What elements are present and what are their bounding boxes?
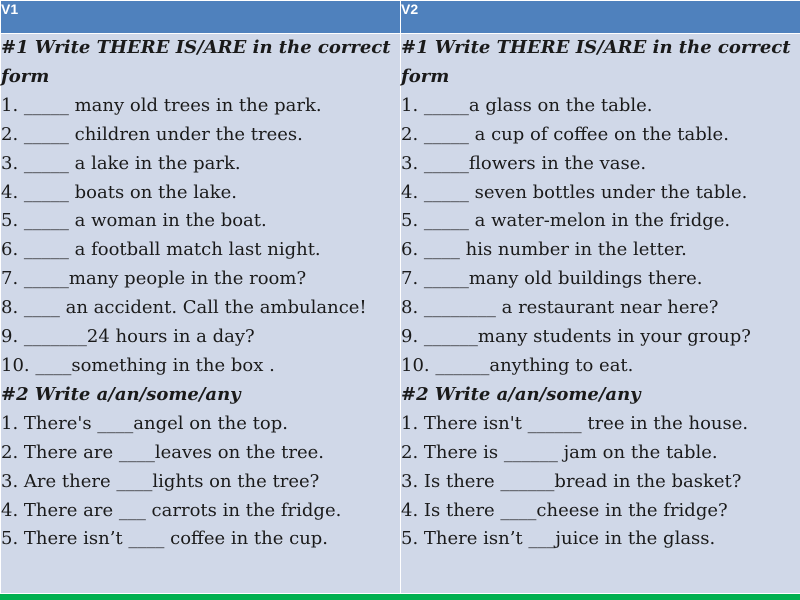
exercise-2-item: 1. There isn't ______ tree in the house.	[401, 412, 749, 434]
header-row	[1, 1, 800, 34]
exercise-1-item: 2. _____ a cup of coffee on the table.	[401, 123, 729, 145]
exercise-1-item: 4. _____ boats on the lake.	[1, 181, 238, 203]
exercise-1-item: 5. _____ a water-melon in the fridge.	[401, 210, 731, 232]
exercise-1-heading: #1 Write THERE IS/ARE in the correct form	[1, 37, 391, 87]
exercise-1-item: 3. _____ a lake in the park.	[1, 152, 241, 174]
exercise-2-item: 3. Are there ____lights on the tree?	[1, 470, 320, 492]
exercise-2-item: 5. There isn’t ___juice in the glass.	[401, 528, 716, 550]
exercise-2-heading: #2 Write a/an/some/any	[401, 383, 641, 405]
exercise-1-item: 2. _____ children under the trees.	[1, 123, 303, 145]
exercise-1-item: 1. _____a glass on the table.	[401, 94, 653, 116]
exercise-1-item: 6. _____ a football match last night.	[1, 239, 321, 261]
exercise-1-item: 3. _____flowers in the vase.	[401, 152, 647, 174]
exercise-1-item: 7. _____many old buildings there.	[401, 268, 703, 290]
column-header-v1: V1	[1, 1, 401, 34]
exercise-1-item: 8. ____ an accident. Call the ambulance!	[1, 297, 367, 319]
exercise-1-item: 9. _______24 hours in a day?	[1, 326, 255, 348]
variant-2-cell	[401, 34, 800, 594]
exercise-1-item: 10. ______anything to eat.	[401, 354, 634, 376]
variant-1-cell	[1, 34, 401, 594]
bottom-accent-bar	[0, 594, 800, 600]
exercise-2-item: 4. There are ___ carrots in the fridge.	[1, 499, 342, 521]
exercise-2-heading: #2 Write a/an/some/any	[1, 383, 241, 405]
exercise-1-item: 8. ________ a restaurant near here?	[401, 297, 719, 319]
exercise-2-item: 2. There are ____leaves on the tree.	[1, 441, 324, 463]
exercise-2-item: 4. Is there ____cheese in the fridge?	[401, 499, 728, 521]
column-header-v2: V2	[401, 1, 800, 34]
exercise-1-item: 9. ______many students in your group?	[401, 326, 751, 348]
exercise-1-item: 7. _____many people in the room?	[1, 268, 307, 290]
exercise-1-item: 10. ____something in the box .	[1, 354, 275, 376]
exercise-2-item: 2. There is ______ jam on the table.	[401, 441, 718, 463]
exercise-2-item: 5. There isn’t ____ coffee in the cup.	[1, 528, 329, 550]
exercise-1-item: 4. _____ seven bottles under the table.	[401, 181, 748, 203]
exercise-2-item: 3. Is there ______bread in the basket?	[401, 470, 742, 492]
exercise-1-item: 6. ____ his number in the letter.	[401, 239, 687, 261]
exercise-1-heading: #1 Write THERE IS/ARE in the correct form	[401, 37, 791, 87]
exercise-1-item: 5. _____ a woman in the boat.	[1, 210, 267, 232]
exercise-1-item: 1. _____ many old trees in the park.	[1, 94, 322, 116]
body-row	[1, 34, 800, 594]
exercise-2-item: 1. There's ____angel on the top.	[1, 412, 288, 434]
